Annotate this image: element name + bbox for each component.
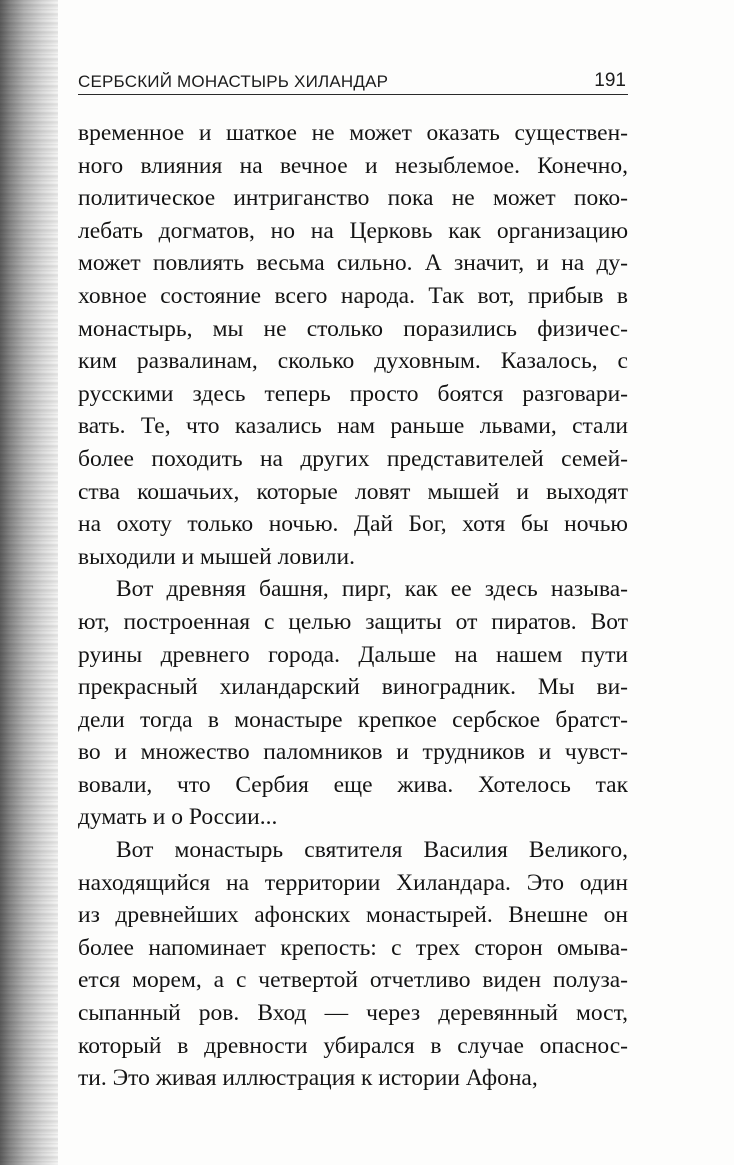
text-line: из древнейших афонских монастырей. Внешне он — [78, 902, 628, 929]
text-line: более напоминает крепость: с трех сторон омыва- — [78, 934, 628, 961]
text-line: политическое интриганство пока не может поко- — [78, 185, 628, 212]
text-line: ется морем, а с четвертой отчетливо виден полуза- — [78, 967, 628, 994]
text-line: ховное состояние всего народа. Так вот, прибыв в — [78, 282, 628, 309]
running-title: СЕРБСКИЙ МОНАСТЫРЬ ХИЛАНДАР — [78, 72, 389, 91]
text-line: находящийся на территории Хиландара. Это один — [78, 869, 628, 896]
text-line: Вот древняя башня, пирг, как ее здесь называ- — [116, 576, 628, 603]
text-line: временное и шаткое не может оказать существен- — [78, 120, 628, 146]
page-header — [78, 64, 628, 95]
text-line: ства кошачьих, которые ловят мышей и выходят — [78, 478, 628, 505]
paragraph — [78, 573, 628, 834]
text-line: ким развалинам, сколько духовным. Казалось, с — [78, 348, 628, 375]
text-line: может повлиять весьма сильно. А значит, и на ду- — [78, 250, 628, 277]
paragraph — [78, 117, 628, 573]
text-line: на охоту только ночью. Дай Бог, хотя бы ночью — [78, 511, 628, 538]
text-line: Вот монастырь святителя Василия Великого, — [116, 837, 628, 864]
text-line: монастырь, мы не столько поразились физичес- — [78, 315, 628, 342]
text-line: думать и о России... — [78, 804, 278, 831]
text-line: русскими здесь теперь просто боятся разговари- — [78, 380, 628, 407]
text-line: более походить на других представителей семей- — [78, 445, 628, 472]
text-line: который в древности убирался в случае опаснос- — [78, 1032, 628, 1059]
paragraph — [78, 834, 628, 1095]
text-line: вать. Те, что казались нам раньше львами, стали — [78, 413, 628, 440]
text-line: ют, построенная с целью защиты от пиратов. Вот — [78, 608, 628, 635]
text-line: дели тогда в монастыре крепкое сербское братст- — [78, 706, 628, 733]
text-line: прекрасный хиландарский виноградник. Мы ви- — [78, 674, 628, 701]
body-text — [78, 117, 628, 1095]
text-line: ти. Это живая иллюстрация к истории Афона, — [78, 1065, 538, 1092]
text-line: руины древнего города. Дальше на нашем пути — [78, 641, 628, 668]
text-line: вовали, что Сербия еще жива. Хотелось так — [78, 771, 628, 798]
text-line: во и множество паломников и трудников и чувст- — [78, 739, 628, 766]
book-spine-shadow — [0, 0, 58, 1165]
text-line: ного влияния на вечное и незыблемое. Конечно, — [78, 152, 628, 179]
text-line: лебать догматов, но на Церковь как организацию — [78, 217, 628, 244]
text-line: сыпанный ров. Вход — через деревянный мост, — [78, 1000, 628, 1027]
page-number: 191 — [594, 70, 626, 91]
text-line: выходили и мышей ловили. — [78, 543, 355, 570]
